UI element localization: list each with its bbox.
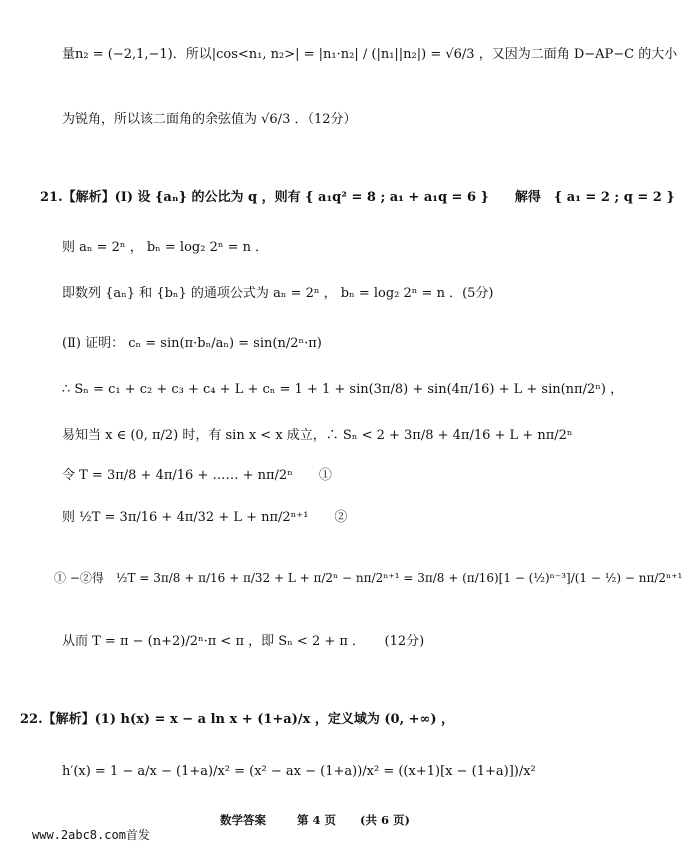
line-9-define-T: 令 T = 3π/8 + 4π/16 + …… + nπ/2ⁿ ① <box>62 468 332 483</box>
site-watermark: www.2abc8.com首发 <box>32 828 150 842</box>
line-10-half-T: 则 ½T = 3π/16 + 4π/32 + L + nπ/2ⁿ⁺¹ ② <box>62 510 348 525</box>
line-7-sn-sum: ∴ Sₙ = c₁ + c₂ + c₃ + c₄ + L + cₙ = 1 + 1 + sin(3π/8) + sin(4π/16) + L + sin(nπ/2ⁿ) ， <box>62 382 624 397</box>
line-3-q21-part1-system: 21.【解析】(Ⅰ) 设 {aₙ} 的公比为 q ，则有 { a₁q² = 8 ; a₁ + a₁q = 6 } 解得 { a₁ = 2 ; q = 2 } <box>40 190 675 205</box>
line-6-part2-cn: (Ⅱ) 证明： cₙ = sin(π·bₙ/aₙ) = sin(n/2ⁿ·π) <box>62 336 322 351</box>
footer-page-number: 第 4 页 <box>297 813 337 827</box>
line-4-an-bn: 则 aₙ = 2ⁿ ， bₙ = log₂ 2ⁿ = n ． <box>62 240 269 255</box>
line-11-subtract-equations: ① −②得 ½T = 3π/8 + π/16 + π/32 + L + π/2ⁿ − nπ/2ⁿ⁺¹ = 3π/8 + (π/16)[1 − (½)ⁿ⁻³]/(1 − ½) − nπ/2ⁿ⁺¹ <box>54 571 682 585</box>
line-8-sinx-inequality: 易知当 x ∈ (0, π/2) 时，有 sin x < x 成立，∴ Sₙ < 2 + 3π/8 + 4π/16 + L + nπ/2ⁿ <box>62 428 573 443</box>
line-1-normal-vector-cosine: 量n₂ = (−2,1,−1)．所以|cos<n₁, n₂>| = |n₁·n₂| / (|n₁||n₂|) = √6/3 ，又因为二面角 D−AP−C 的大小 <box>62 47 678 62</box>
line-13-q22-hx: 22.【解析】(1) h(x) = x − a ln x + (1+a)/x ，定义域为 (0, +∞) ， <box>20 712 455 727</box>
line-2-dihedral-cosine-result: 为锐角，所以该二面角的余弦值为 √6/3 ．（12分） <box>62 112 357 127</box>
line-12-T-conclusion: 从而 T = π − (n+2)/2ⁿ·π < π ，即 Sₙ < 2 + π ． (12分) <box>62 634 425 649</box>
line-5-general-formulas: 即数列 {aₙ} 和 {bₙ} 的通项公式为 aₙ = 2ⁿ ， bₙ = log₂ 2ⁿ = n ．(5分) <box>62 286 494 301</box>
footer-subject: 数学答案 <box>220 813 266 827</box>
line-14-hprime: h′(x) = 1 − a/x − (1+a)/x² = (x² − ax − (1+a))/x² = ((x+1)[x − (1+a)])/x² <box>62 764 536 779</box>
footer-total-pages: (共 6 页) <box>360 813 410 827</box>
